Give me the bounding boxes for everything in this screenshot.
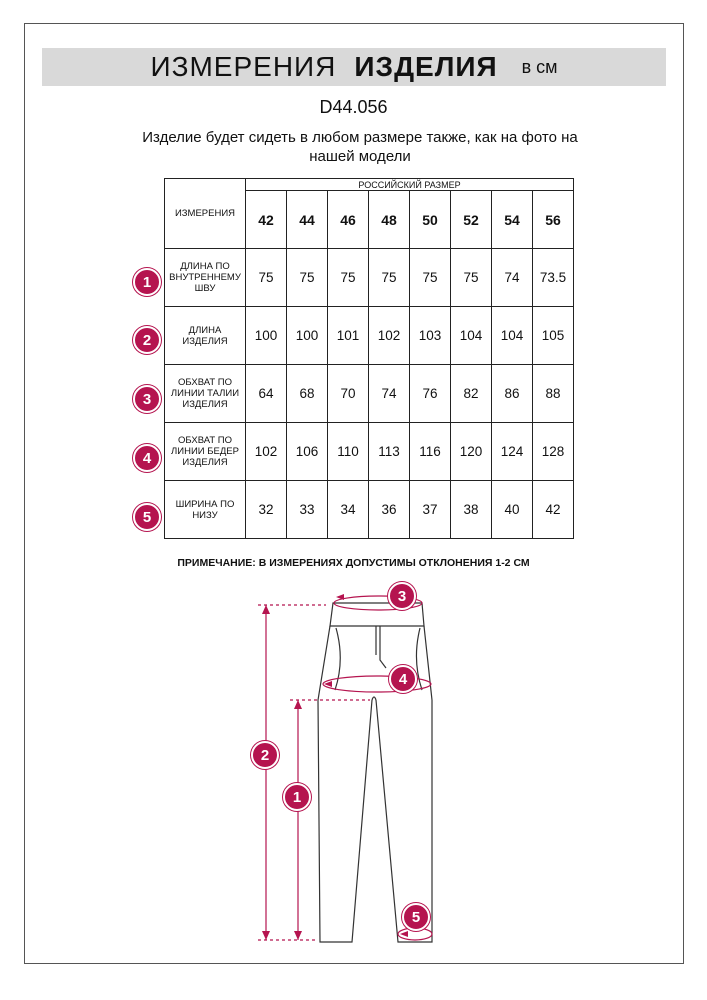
table-cell: 32 — [246, 481, 287, 539]
measure-lines — [258, 596, 432, 940]
table-cell: 37 — [410, 481, 451, 539]
table-cell: 101 — [328, 307, 369, 365]
row-label-line: ДЛИНА ПО — [180, 261, 230, 272]
table-cell: 128 — [533, 423, 574, 481]
table-cell: 75 — [369, 249, 410, 307]
table-cell: 113 — [369, 423, 410, 481]
table-cell: 74 — [492, 249, 533, 307]
fit-note-line-2: нашей модели — [309, 148, 411, 165]
table-cell: 42 — [533, 481, 574, 539]
row-badge-5: 5 — [133, 503, 161, 531]
row-label-line: ДЛИНА — [188, 324, 222, 336]
table-cell: 75 — [451, 249, 492, 307]
size-header-cell: 42 — [246, 191, 287, 249]
table-cell: 124 — [492, 423, 533, 481]
row-label-line: ЛИНИИ БЕДЕР — [171, 446, 239, 457]
diagram-badge-2: 2 — [251, 741, 279, 769]
fit-note-line-1: Изделие будет сидеть в любом размере также, как на фото на — [142, 129, 578, 146]
row-badge-4: 4 — [133, 444, 161, 472]
table-cell: 88 — [533, 365, 574, 423]
diagram-badge-3: 3 — [388, 582, 416, 610]
table-cell: 120 — [451, 423, 492, 481]
table-cell: 36 — [369, 481, 410, 539]
trousers-outline — [318, 603, 432, 942]
table-cell: 38 — [451, 481, 492, 539]
table-cell: 40 — [492, 481, 533, 539]
table-cell: 70 — [328, 365, 369, 423]
table-cell: 100 — [287, 307, 328, 365]
title-unit: в см — [521, 56, 558, 77]
row-label-line: ОБХВАТ ПО — [177, 377, 233, 388]
size-header-cell: 48 — [369, 191, 410, 249]
title-word-2: ИЗДЕЛИЯ — [354, 51, 498, 82]
table-cell: 75 — [287, 249, 328, 307]
diagram-badge-1: 1 — [283, 783, 311, 811]
table-cell: 76 — [410, 365, 451, 423]
table-cell: 34 — [328, 481, 369, 539]
size-header-cell: 54 — [492, 191, 533, 249]
row-badge-2: 2 — [133, 326, 161, 354]
row-label-line: ШВУ — [194, 283, 216, 294]
row-label-line: ЛИНИИ ТАЛИИ — [170, 388, 240, 399]
table-cell: 103 — [410, 307, 451, 365]
table-cell: 86 — [492, 365, 533, 423]
arrowheads — [262, 594, 408, 940]
tolerance-note: ПРИМЕЧАНИЕ: В ИЗМЕРЕНИЯХ ДОПУСТИМЫ ОТКЛОНЕНИЯ 1-2 СМ — [177, 557, 530, 569]
title-word-1: ИЗМЕРЕНИЯ — [150, 51, 337, 82]
measurements-header: ИЗМЕРЕНИЯ — [165, 179, 246, 249]
article-number: D44.056 — [319, 97, 388, 117]
row-label-line: НИЗУ — [192, 509, 218, 521]
table-cell: 105 — [533, 307, 574, 365]
row-badge-1: 1 — [133, 268, 161, 296]
diagram-badge-5: 5 — [402, 903, 430, 931]
row-label-line: ОБХВАТ ПО — [177, 435, 233, 446]
table-cell: 68 — [287, 365, 328, 423]
table-cell: 64 — [246, 365, 287, 423]
table-cell: 100 — [246, 307, 287, 365]
table-cell: 102 — [246, 423, 287, 481]
table-cell: 106 — [287, 423, 328, 481]
table-cell: 75 — [246, 249, 287, 307]
size-header-cell: 46 — [328, 191, 369, 249]
table-cell: 33 — [287, 481, 328, 539]
table-cell: 104 — [492, 307, 533, 365]
table-cell: 82 — [451, 365, 492, 423]
row-label-line: ИЗДЕЛИЯ — [182, 335, 228, 347]
row-label-line: ВНУТРЕННЕМУ — [169, 272, 241, 283]
table-cell: 102 — [369, 307, 410, 365]
table-cell: 75 — [328, 249, 369, 307]
size-header-cell: 56 — [533, 191, 574, 249]
table-cell: 104 — [451, 307, 492, 365]
size-header-cell: 50 — [410, 191, 451, 249]
table-cell: 74 — [369, 365, 410, 423]
row-label-line: ИЗДЕЛИЯ — [182, 399, 228, 410]
size-header-cell: 44 — [287, 191, 328, 249]
diagram-badge-4: 4 — [389, 665, 417, 693]
size-header-cell: 52 — [451, 191, 492, 249]
table-cell: 75 — [410, 249, 451, 307]
size-system-header: РОССИЙСКИЙ РАЗМЕР — [246, 179, 574, 191]
table-cell: 116 — [410, 423, 451, 481]
table-cell: 73.5 — [533, 249, 574, 307]
table-cell: 110 — [328, 423, 369, 481]
row-label-line: ИЗДЕЛИЯ — [182, 457, 228, 468]
row-badge-3: 3 — [133, 385, 161, 413]
row-label-line: ШИРИНА ПО — [175, 498, 235, 510]
